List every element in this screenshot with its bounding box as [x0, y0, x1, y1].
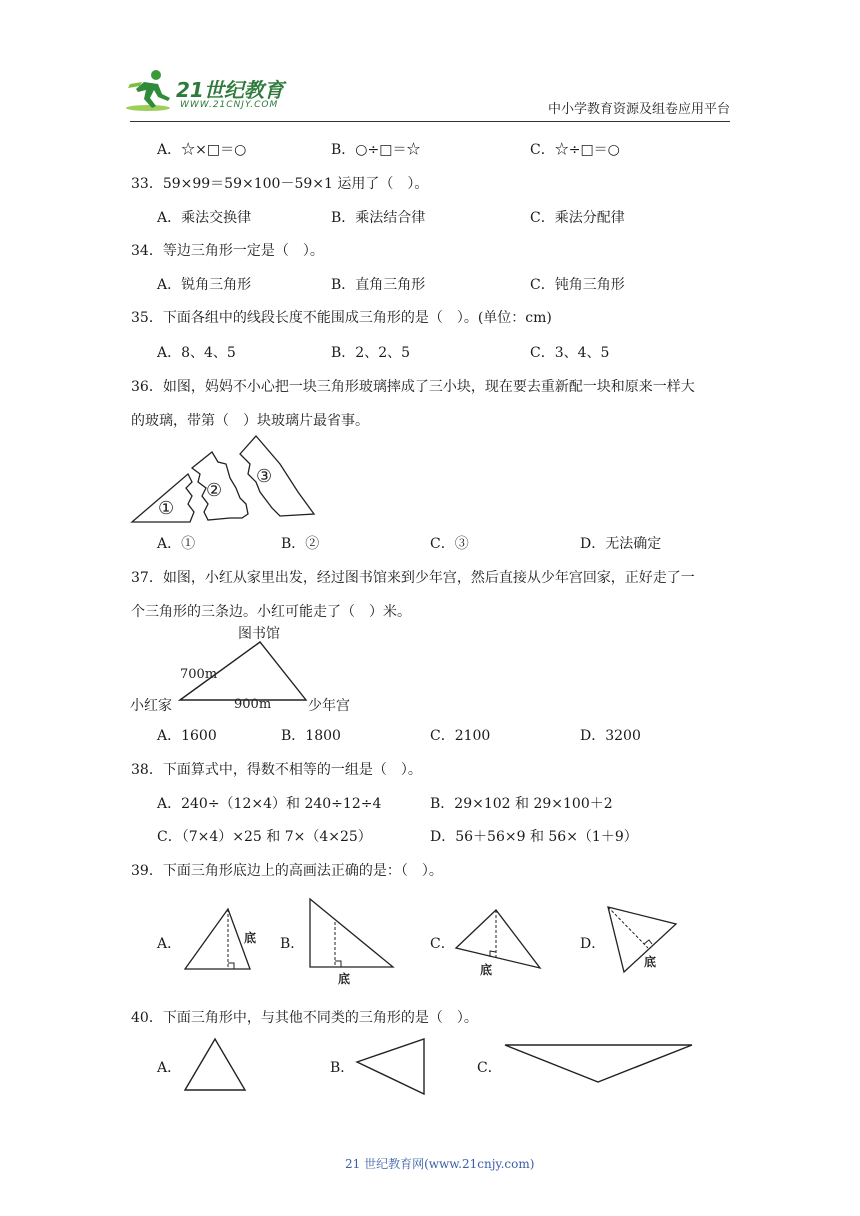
q35-text: 35．下面各组中的线段长度不能围成三角形的是（ ）。(单位：cm) [131, 310, 552, 326]
q36-option-d: D．无法确定 [580, 536, 662, 552]
q37-option-c: C．2100 [430, 728, 491, 744]
logo-url: WWW.21CNJY.COM [180, 100, 279, 110]
piece-label-2: ② [206, 480, 223, 501]
q36-option-c: C．③ [430, 536, 469, 552]
q33-text: 33．59×99＝59×100－59×1 运用了（ ）。 [131, 176, 429, 192]
q39-option-c-letter: C． [430, 936, 455, 952]
q35-option-c: C．3、4、5 [530, 345, 610, 361]
base-label: 底 [480, 963, 493, 977]
label-side-900: 900m [234, 697, 272, 712]
q36-text-line1: 36．如图，妈妈不小心把一块三角形玻璃摔成了三小块，现在要去重新配一块和原来一样大 [131, 379, 695, 395]
q37-text-line2: 个三角形的三条边。小红可能走了（ ）米。 [131, 604, 411, 620]
q40-triangle-a [182, 1036, 248, 1092]
q36-option-b: B．② [281, 536, 320, 552]
q39-triangle-d [604, 904, 684, 976]
q37-text-line1: 37．如图，小红从家里出发，经过图书馆来到少年宫，然后直接从少年宫回家，正好走了一 [131, 570, 695, 586]
q39-option-b-letter: B． [280, 936, 305, 952]
q32-option-a: A．☆×□＝○ [157, 142, 247, 158]
q38-option-d: D．56＋56×9 和 56×（1＋9） [430, 829, 638, 845]
q40-triangle-b [354, 1036, 434, 1096]
footer-site-link[interactable]: 21 世纪教育网(www.21cnjy.com) [345, 1157, 535, 1171]
q40-option-c-letter: C． [477, 1060, 502, 1076]
q34-text: 34．等边三角形一定是（ ）。 [131, 243, 324, 259]
q34-option-b: B．直角三角形 [331, 277, 426, 293]
header-platform-name: 中小学教育资源及组卷应用平台 [548, 102, 731, 117]
label-home: 小红家 [130, 698, 172, 714]
q39-option-d-letter: D． [580, 936, 606, 952]
q33-option-c: C．乘法分配律 [530, 210, 625, 226]
q40-triangle-c [502, 1042, 698, 1086]
q34-option-c: C．钝角三角形 [530, 277, 625, 293]
runner-logo-icon [124, 68, 176, 112]
q36-text-line2: 的玻璃，带第（ ）块玻璃片最省事。 [131, 413, 369, 429]
glass-piece-3 [240, 436, 314, 516]
q35-option-b: B．2、2、5 [331, 345, 411, 361]
label-library: 图书馆 [238, 626, 280, 642]
q32-option-b: B．○÷□＝☆ [331, 142, 421, 158]
q37-option-d: D．3200 [580, 728, 641, 744]
q39-triangle-b [305, 896, 405, 986]
logo [124, 68, 294, 114]
q39-option-a-letter: A． [157, 936, 182, 952]
piece-label-1: ① [158, 498, 175, 519]
q32-option-c: C．☆÷□＝○ [530, 142, 620, 158]
q34-option-a: A．锐角三角形 [157, 277, 252, 293]
q36-option-a: A．① [157, 536, 196, 552]
q33-option-a: A．乘法交换律 [157, 210, 252, 226]
q38-text: 38．下面算式中，得数不相等的一组是（ ）。 [131, 762, 422, 778]
header-rule [130, 121, 730, 122]
q39-triangle-c [452, 904, 552, 978]
q38-option-a: A．240÷（12×4）和 240÷12÷4 [157, 796, 382, 812]
base-label: 底 [644, 955, 657, 969]
q40-option-a-letter: A． [157, 1060, 182, 1076]
base-label: 底 [338, 972, 351, 986]
q38-option-b: B．29×102 和 29×100＋2 [430, 796, 613, 812]
logo-text: 21世纪教育 [176, 78, 284, 102]
q37-option-b: B．1800 [281, 728, 341, 744]
q40-option-b-letter: B． [330, 1060, 355, 1076]
q37-option-a: A．1600 [157, 728, 217, 744]
q39-triangle-a [180, 906, 270, 972]
route-triangle-figure [128, 624, 368, 716]
q35-option-a: A．8、4、5 [157, 345, 236, 361]
label-side-700: 700m [180, 667, 218, 682]
q39-text: 39．下面三角形底边上的高画法正确的是：（ ）。 [131, 863, 443, 879]
base-label: 底 [244, 931, 257, 945]
label-palace: 少年宫 [308, 698, 350, 714]
q40-text: 40．下面三角形中，与其他不同类的三角形的是（ ）。 [131, 1010, 478, 1026]
q33-option-b: B．乘法结合律 [331, 210, 426, 226]
piece-label-3: ③ [256, 466, 273, 487]
broken-glass-figure [130, 434, 320, 526]
q38-option-c: C．（7×4）×25 和 7×（4×25） [157, 829, 372, 845]
